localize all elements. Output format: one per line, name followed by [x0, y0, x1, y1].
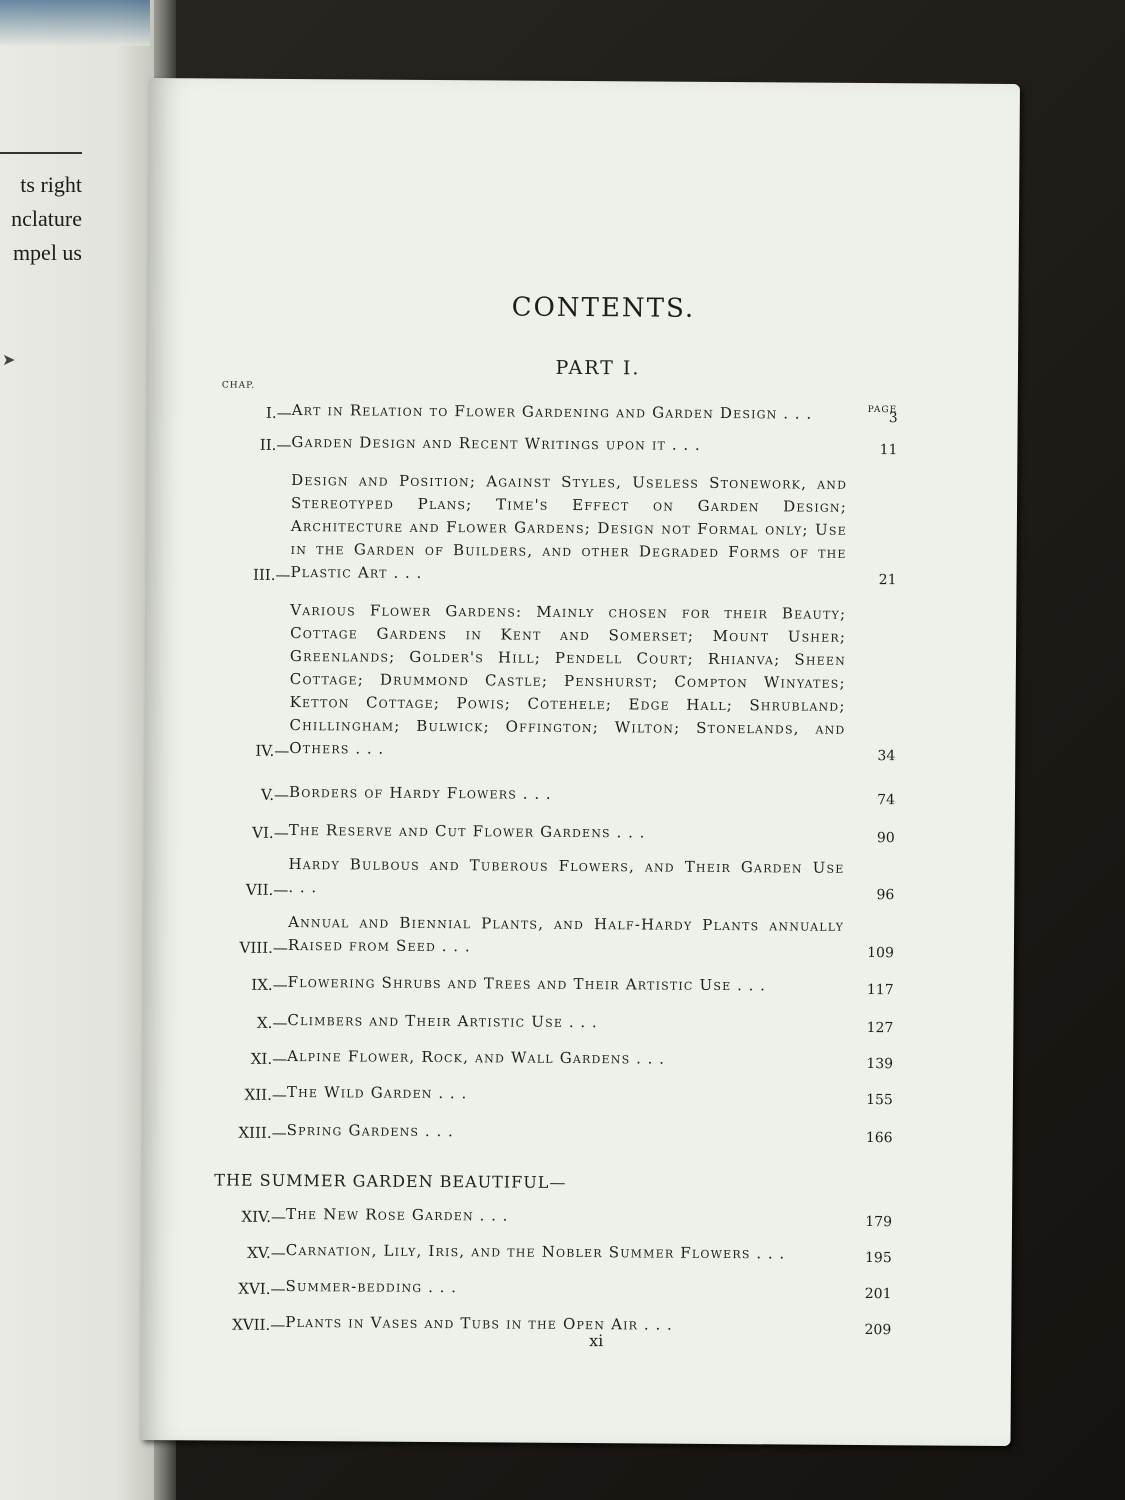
chapter-number: XV.— [247, 1243, 286, 1262]
chapter-title-text: Annual and Biennial Plants, and Half-Hardy Plants annually Raised from Seed [287, 912, 845, 956]
part-heading: PART I. [555, 356, 641, 380]
page-number: 179 [865, 1214, 893, 1231]
page-number: 74 [877, 792, 896, 809]
contents-entry [204, 970, 894, 998]
page-number: 90 [876, 830, 895, 847]
chapter-number: XVII.— [232, 1315, 286, 1334]
chapter-title [291, 431, 853, 458]
chapter-title [287, 1119, 849, 1146]
contents-entry [205, 780, 895, 808]
leader-dots: . . . [435, 937, 471, 956]
chapter-title [286, 1239, 848, 1266]
page-number: 201 [864, 1286, 892, 1303]
chapter-title-text: Climbers and Their Artistic Use [287, 1010, 564, 1031]
contents-entry [202, 1202, 892, 1230]
chapter-title [290, 469, 853, 588]
page-number: 117 [866, 982, 894, 999]
chapter-title-text: Design and Position; Against Styles, Useless Stonework, and Stereotyped Plans; Time's Effect on Garden Design; Architecture and Flower Gardens; Design not Formal only; Use in the Garden of Builders, and other Degraded Forms of the Plastic Art [290, 470, 848, 582]
chapter-title-text: Spring Gardens [286, 1120, 420, 1140]
chapter-title [286, 1203, 848, 1230]
leader-dots: . . . [422, 1277, 458, 1297]
leader-dots: . . . [630, 1049, 666, 1068]
chapter-number: V.— [260, 785, 290, 804]
page-number: 96 [876, 887, 895, 904]
chapter-title-text: The Reserve and Cut Flower Gardens [288, 820, 611, 842]
chapter-number: II.— [259, 435, 292, 454]
chapter-title-text: Garden Design and Recent Writings upon it [291, 432, 667, 454]
leader-dots: . . . [666, 435, 701, 454]
leader-dots: . . . [516, 784, 552, 803]
chapter-number: VIII.— [239, 938, 288, 957]
chapter-number: I.— [265, 403, 292, 422]
chapter-title-text: The Wild Garden [286, 1082, 433, 1102]
leader-dots: . . . [473, 1206, 509, 1225]
contents-entry [205, 598, 896, 764]
leader-dots: . . . [387, 563, 423, 582]
chapter-number: III.— [252, 565, 291, 584]
page-number: 209 [864, 1322, 892, 1339]
chap-label: CHAP. [221, 380, 256, 391]
contents-entry [208, 398, 898, 426]
leader-dots: . . . [750, 1244, 786, 1263]
page-number: 3 [888, 410, 898, 427]
chapter-number: X.— [256, 1013, 288, 1032]
chapter-title-text: Borders of Hardy Flowers [288, 782, 518, 803]
chapter-number: VI.— [252, 823, 289, 842]
chapter-title-text: Hardy Bulbous and Tuberous Flowers, and Their Garden Use [288, 854, 845, 877]
chapter-title [288, 971, 850, 998]
chapter-title [285, 1275, 847, 1302]
page-number: 139 [866, 1056, 894, 1073]
page-number: 155 [866, 1092, 893, 1109]
chapter-title-text: Alpine Flower, Rock, and Wall Gardens [287, 1046, 631, 1068]
chapter-title-text: Plants in Vases and Tubs in the Open Air [285, 1312, 639, 1334]
page-number: 34 [877, 748, 896, 765]
chapter-title-text: Carnation, Lily, Iris, and the Nobler Summer Flowers [285, 1240, 751, 1263]
page-label: PAGE [867, 405, 898, 416]
contents-entry [206, 468, 897, 588]
contents-page [140, 78, 1019, 1446]
contents-entry [203, 1118, 893, 1146]
chapter-title [288, 853, 850, 903]
leader-dots: . . . [777, 404, 813, 423]
left-page-rule [0, 152, 82, 154]
page-number: 195 [864, 1250, 892, 1267]
contents-entry [203, 1080, 893, 1108]
contents-entry [204, 852, 894, 903]
leader-dots: . . . [419, 1121, 454, 1141]
leader-dots: . . . [288, 877, 318, 897]
page-number: 109 [867, 945, 894, 962]
chapter-number: IV.— [255, 741, 290, 760]
chapter-number: IX.— [251, 975, 288, 994]
chapter-title-text: Flowering Shrubs and Trees and Their Artistic Use [287, 972, 732, 995]
page-title: CONTENTS. [511, 292, 696, 324]
left-page-fragment: ts right [20, 172, 82, 197]
chapter-number: XIII.— [238, 1123, 287, 1142]
contents-entry [204, 910, 894, 961]
leader-dots: . . . [731, 976, 767, 995]
chapter-title [287, 1045, 849, 1072]
chapter-title [288, 911, 850, 961]
chapter-title-text: Various Flower Gardens: Mainly chosen for their Beauty; Cottage Gardens in Kent and Somerset; Mount Usher; Greenlands; Golder's Hill; Pendell Court; Rhianva; Sheen Cottage; Drummond Castle; Penshurst; Compton Winyates; Ketton Cottage; Powis; Cotehele; Edge Hall; Shrubland; Chillingham; Bulwick; Offington; Wilton; Stonelands, and Others [289, 600, 847, 758]
contents-entry [203, 1008, 893, 1036]
bird-ornament-icon: ➤ [2, 350, 16, 369]
leader-dots: . . . [638, 1315, 673, 1334]
chapter-title [289, 781, 851, 808]
chapter-title [289, 819, 851, 846]
chapter-title-text: The New Rose Garden [286, 1204, 474, 1225]
chapter-title [289, 599, 852, 764]
chapter-number: XIV.— [241, 1207, 287, 1226]
chapter-title [287, 1009, 849, 1036]
leader-dots: . . . [432, 1083, 468, 1103]
contents-entry [203, 1044, 893, 1072]
contents-entry [207, 430, 897, 458]
leader-dots: . . . [610, 823, 646, 842]
chapter-title-text: Art in Relation to Flower Gardening and Garden Design [291, 400, 778, 423]
leader-dots: . . . [349, 739, 385, 758]
leader-dots: . . . [563, 1012, 598, 1032]
chapter-number: VII.— [245, 880, 289, 899]
page-number: 11 [879, 442, 898, 459]
contents-entry [202, 1238, 892, 1266]
left-page-fragment: nclature [11, 206, 82, 231]
left-page-fragment: mpel us [12, 240, 82, 265]
page-number: 21 [878, 572, 897, 589]
page-number: 166 [865, 1130, 893, 1147]
chapter-number: XI.— [250, 1049, 288, 1068]
contents-entry [201, 1274, 891, 1302]
contents-entry [205, 818, 895, 846]
chapter-title [292, 399, 854, 426]
left-page-edge [0, 0, 150, 46]
page-number: 127 [866, 1020, 894, 1037]
chapter-title-text: Summer-bedding [285, 1276, 423, 1296]
page-folio: xi [589, 1331, 604, 1351]
chapter-number: XII.— [244, 1085, 287, 1104]
section-heading: THE SUMMER GARDEN BEAUTIFUL— [214, 1170, 567, 1192]
chapter-number: XVI.— [238, 1279, 286, 1298]
chapter-title [287, 1081, 849, 1108]
